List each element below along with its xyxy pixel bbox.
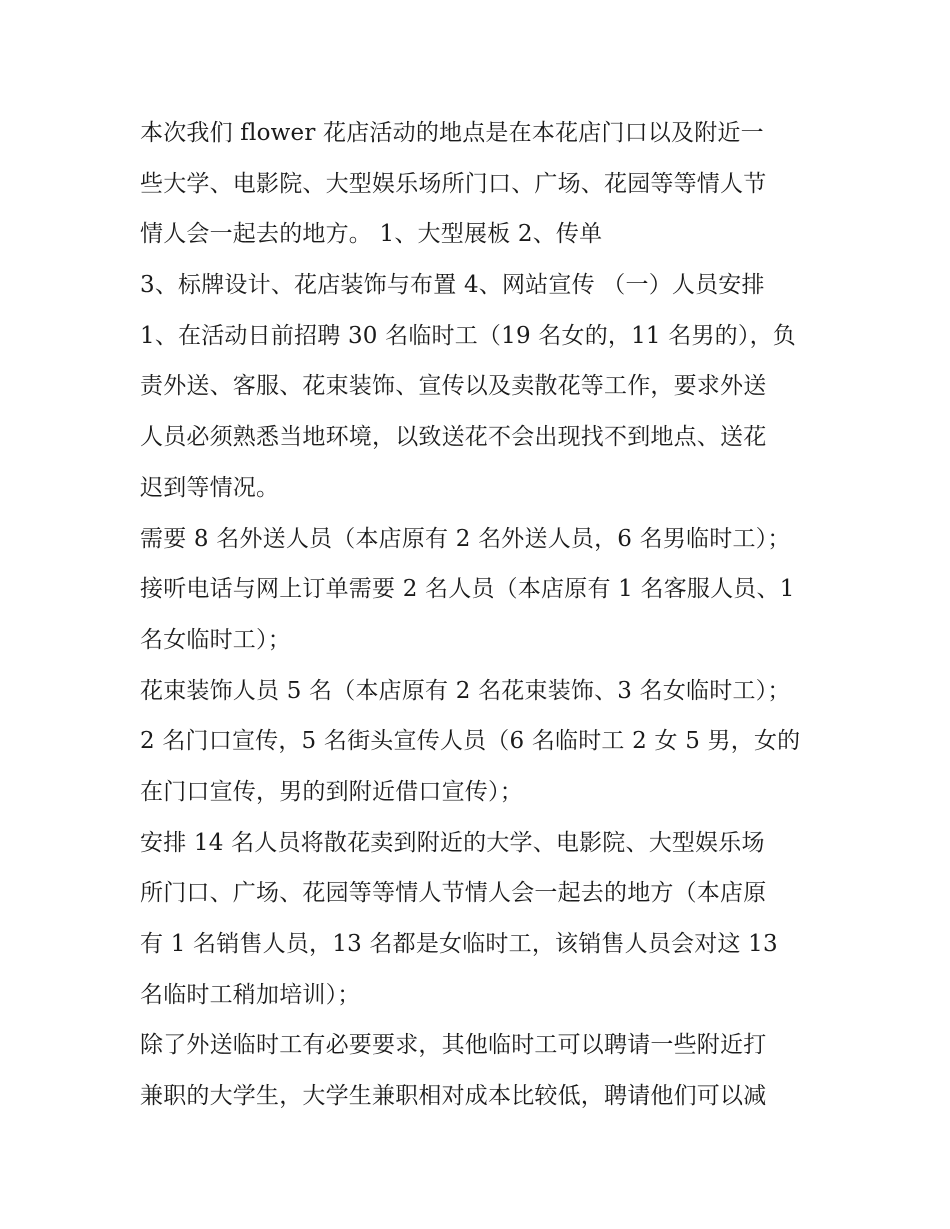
text-line-13: 2 名门口宣传，5 名街头宣传人员（6 名临时工 2 女 5 男，女的 [140, 728, 801, 755]
text-line-5: 1、在活动日前招聘 30 名临时工（19 名女的，11 名男的），负 [140, 322, 796, 349]
text-line-15: 安排 14 名人员将散花卖到附近的大学、电影院、大型娱乐场 [140, 829, 765, 856]
text-line-18: 名临时工稍加培训）； [140, 981, 361, 1008]
text-line-2: 些大学、电影院、大型娱乐场所门口、广场、花园等等情人节 [140, 170, 767, 197]
text-line-12: 花束装饰人员 5 名（本店原有 2 名花束装饰、3 名女临时工）； [140, 677, 791, 704]
text-line-1: 本次我们 flower 花店活动的地点是在本花店门口以及附近一 [140, 120, 764, 146]
text-line-20: 兼职的大学生，大学生兼职相对成本比较低，聘请他们可以减 [140, 1083, 767, 1110]
text-line-7: 人员必须熟悉当地环境，以致送花不会出现找不到地点、送花 [140, 424, 767, 451]
text-line-14: 在门口宣传，男的到附近借口宣传）； [140, 778, 523, 805]
document-body [140, 108, 820, 1122]
text-line-19: 除了外送临时工有必要要求，其他临时工可以聘请一些附近打 [140, 1032, 767, 1059]
text-line-6: 责外送、客服、花束装饰、宣传以及卖散花等工作，要求外送 [140, 373, 767, 400]
text-line-10: 接听电话与网上订单需要 2 名人员（本店原有 1 名客服人员、1 [140, 576, 795, 603]
text-line-8: 迟到等情况。 [140, 474, 280, 501]
text-line-17: 有 1 名销售人员，13 名都是女临时工，该销售人员会对这 13 [140, 931, 778, 957]
text-line-16: 所门口、广场、花园等等情人节情人会一起去的地方（本店原 [140, 880, 767, 907]
text-line-4: 3、标牌设计、花店装饰与布置 4、网站宣传 （一）人员安排 [140, 272, 765, 299]
text-line-9: 需要 8 名外送人员（本店原有 2 名外送人员，6 名男临时工）； [140, 525, 791, 552]
text-line-3: 情人会一起去的地方。 1、大型展板 2、传单 [140, 221, 603, 248]
text-line-11: 名女临时工）； [140, 626, 291, 653]
